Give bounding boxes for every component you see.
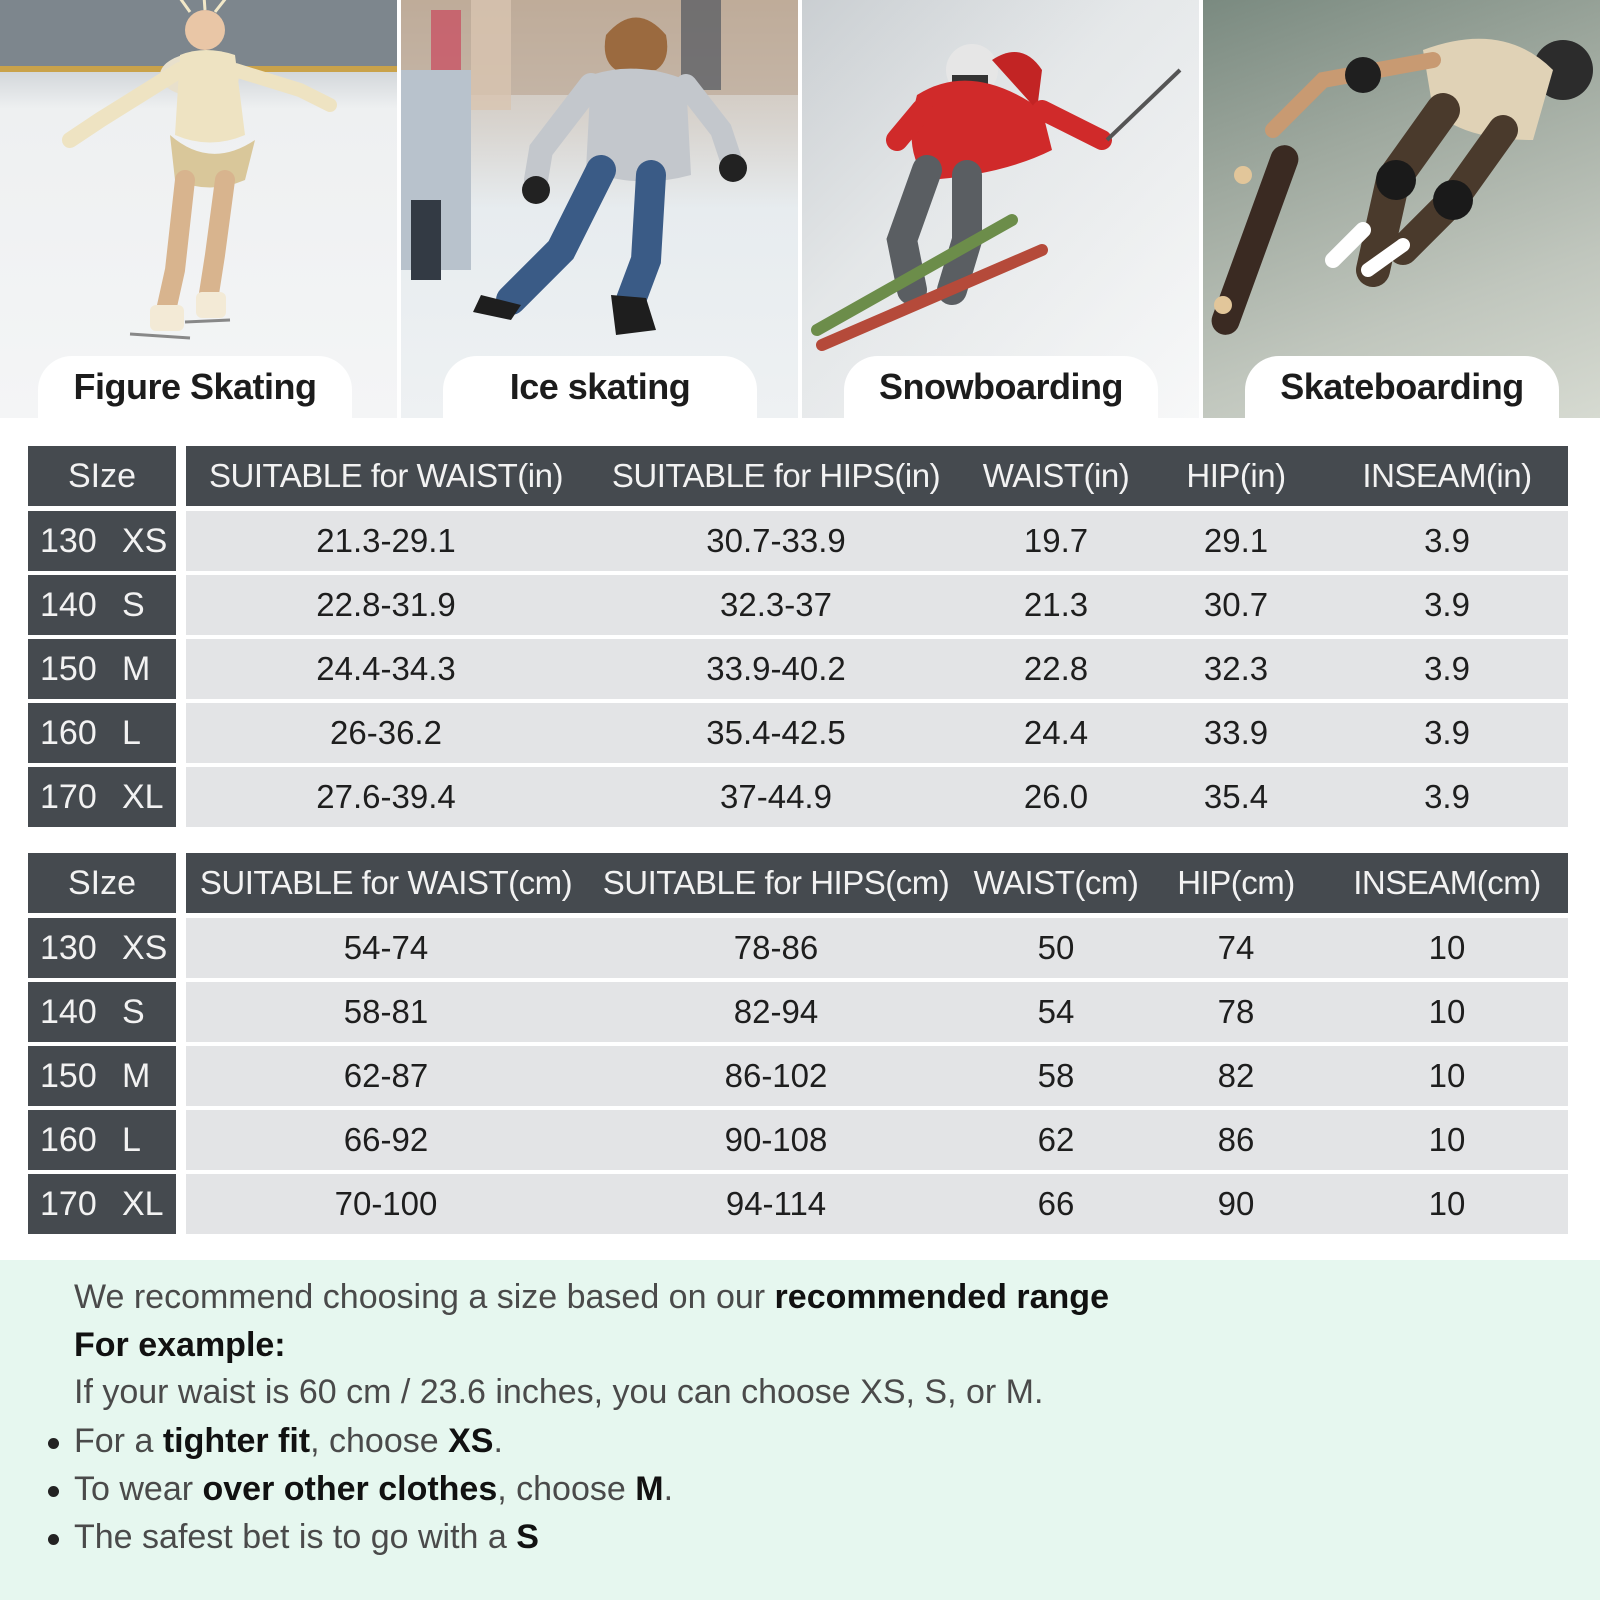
height-label: 160: [40, 713, 97, 752]
inseam-cell: 10: [1428, 1057, 1466, 1094]
header-suitable-hips: SUITABLE for HIPS(in): [611, 457, 941, 494]
suitable-waist-cell: 70-100: [334, 1185, 438, 1222]
waist-cell: 66: [1037, 1185, 1075, 1222]
size-label: XL: [122, 1184, 164, 1223]
header-waist: WAIST(cm): [973, 864, 1139, 901]
suitable-hips-cell: 30.7-33.9: [706, 522, 846, 559]
tip-over-clothes: To wear over other clothes, choose M.: [74, 1470, 674, 1508]
activity-photos: [0, 0, 1600, 418]
inseam-cell: 3.9: [1424, 778, 1470, 815]
inseam-cell: 10: [1428, 1121, 1466, 1158]
suitable-waist-cell: 22.8-31.9: [316, 586, 456, 623]
size-label: XL: [122, 777, 164, 816]
suitable-waist-cell: 58-81: [343, 993, 429, 1030]
size-label: M: [122, 1056, 151, 1095]
header-hip: HIP(cm): [1177, 864, 1295, 901]
height-label: 130: [40, 928, 97, 967]
inseam-cell: 3.9: [1424, 586, 1470, 623]
size-label: S: [122, 585, 145, 624]
hip-cell: 32.3: [1203, 650, 1269, 687]
waist-cell: 54: [1037, 993, 1075, 1030]
bullet-dot: [48, 1438, 59, 1449]
waist-cell: 62: [1037, 1121, 1075, 1158]
table-header-row: [28, 446, 1568, 506]
skateboarding-photo: [1203, 0, 1600, 418]
suitable-hips-cell: 35.4-42.5: [706, 714, 846, 751]
waist-cell: 58: [1037, 1057, 1075, 1094]
bullet-dot: [48, 1534, 59, 1545]
suitable-hips-cell: 86-102: [724, 1057, 828, 1094]
size-label: L: [122, 713, 141, 752]
activity-label-skateboarding: Skateboarding: [1245, 356, 1559, 418]
table-header-row: [28, 853, 1568, 913]
waist-cell: 21.3: [1023, 586, 1089, 623]
suitable-waist-cell: 62-87: [343, 1057, 429, 1094]
height-label: 170: [40, 777, 97, 816]
hip-cell: 78: [1217, 993, 1255, 1030]
hip-cell: 86: [1217, 1121, 1255, 1158]
waist-cell: 22.8: [1023, 650, 1089, 687]
suitable-waist-cell: 24.4-34.3: [316, 650, 456, 687]
inseam-cell: 3.9: [1424, 650, 1470, 687]
ice-skating-photo: [401, 0, 798, 418]
table-row: [28, 767, 1568, 827]
hip-cell: 33.9: [1203, 714, 1269, 751]
suitable-hips-cell: 94-114: [725, 1185, 827, 1222]
suitable-waist-cell: 66-92: [343, 1121, 429, 1158]
table-row: [28, 1110, 1568, 1170]
tip-safest-bet: The safest bet is to go with a S: [74, 1518, 539, 1556]
hip-cell: 35.4: [1203, 778, 1269, 815]
header-suitable-waist: SUITABLE for WAIST(cm): [199, 864, 573, 901]
table-row: [28, 639, 1568, 699]
activity-label-snowboarding: Snowboarding: [844, 356, 1158, 418]
recommended-range-emphasis: recommended range: [774, 1278, 1109, 1316]
suitable-waist-cell: 26-36.2: [330, 714, 442, 751]
suitable-hips-cell: 37-44.9: [720, 778, 832, 815]
recommendation-intro: We recommend choosing a size based on our recommended range: [74, 1278, 1109, 1316]
suitable-waist-cell: 54-74: [343, 929, 429, 966]
size-label: L: [122, 1120, 141, 1159]
suitable-hips-cell: 33.9-40.2: [706, 650, 846, 687]
height-label: 140: [40, 992, 97, 1031]
inseam-cell: 3.9: [1424, 522, 1470, 559]
header-size: SIze: [28, 853, 176, 913]
height-label: 160: [40, 1120, 97, 1159]
inseam-cell: 10: [1428, 1185, 1466, 1222]
waist-cell: 24.4: [1023, 714, 1089, 751]
table-row: [28, 918, 1568, 978]
height-label: 170: [40, 1184, 97, 1223]
table-row: [28, 575, 1568, 635]
size-label: M: [122, 649, 151, 688]
hip-cell: 30.7: [1203, 586, 1269, 623]
waist-cell: 50: [1037, 929, 1075, 966]
header-size: SIze: [28, 446, 176, 506]
hip-cell: 82: [1217, 1057, 1255, 1094]
size-label: XS: [122, 521, 168, 560]
hip-cell: 74: [1217, 929, 1255, 966]
size-recommendation-note: [0, 1260, 1600, 1600]
suitable-hips-cell: 78-86: [733, 929, 819, 966]
suitable-hips-cell: 32.3-37: [720, 586, 832, 623]
height-label: 140: [40, 585, 97, 624]
height-label: 150: [40, 649, 97, 688]
height-label: 150: [40, 1056, 97, 1095]
activity-label-figure-skating: Figure Skating: [38, 356, 352, 418]
suitable-waist-cell: 27.6-39.4: [316, 778, 456, 815]
suitable-hips-cell: 90-108: [724, 1121, 828, 1158]
example-text: If your waist is 60 cm / 23.6 inches, you can choose XS, S, or M.: [74, 1373, 1044, 1411]
table-row: [28, 982, 1568, 1042]
hip-cell: 90: [1217, 1185, 1255, 1222]
header-waist: WAIST(in): [982, 457, 1130, 494]
example-heading: For example:: [74, 1326, 286, 1364]
activity-label-ice-skating: Ice skating: [443, 356, 757, 418]
table-row: [28, 703, 1568, 763]
figure-skating-photo: [0, 0, 397, 418]
suitable-hips-cell: 82-94: [733, 993, 819, 1030]
inseam-cell: 3.9: [1424, 714, 1470, 751]
table-row: [28, 1174, 1568, 1234]
header-suitable-hips: SUITABLE for HIPS(cm): [602, 864, 950, 901]
table-row: [28, 1046, 1568, 1106]
tip-tighter-fit: For a tighter fit, choose XS.: [74, 1422, 503, 1460]
size-label: XS: [122, 928, 168, 967]
header-suitable-waist: SUITABLE for WAIST(in): [209, 457, 563, 494]
inseam-cell: 10: [1428, 929, 1466, 966]
hip-cell: 29.1: [1203, 522, 1269, 559]
inseam-cell: 10: [1428, 993, 1466, 1030]
waist-cell: 26.0: [1023, 778, 1089, 815]
waist-cell: 19.7: [1023, 522, 1089, 559]
size-label: S: [122, 992, 145, 1031]
header-hip: HIP(in): [1186, 457, 1286, 494]
snowboarding-photo: [802, 0, 1199, 418]
bullet-dot: [48, 1486, 59, 1497]
table-row: [28, 511, 1568, 571]
header-inseam: INSEAM(in): [1362, 457, 1532, 494]
header-inseam: INSEAM(cm): [1353, 864, 1541, 901]
suitable-waist-cell: 21.3-29.1: [316, 522, 456, 559]
height-label: 130: [40, 521, 97, 560]
